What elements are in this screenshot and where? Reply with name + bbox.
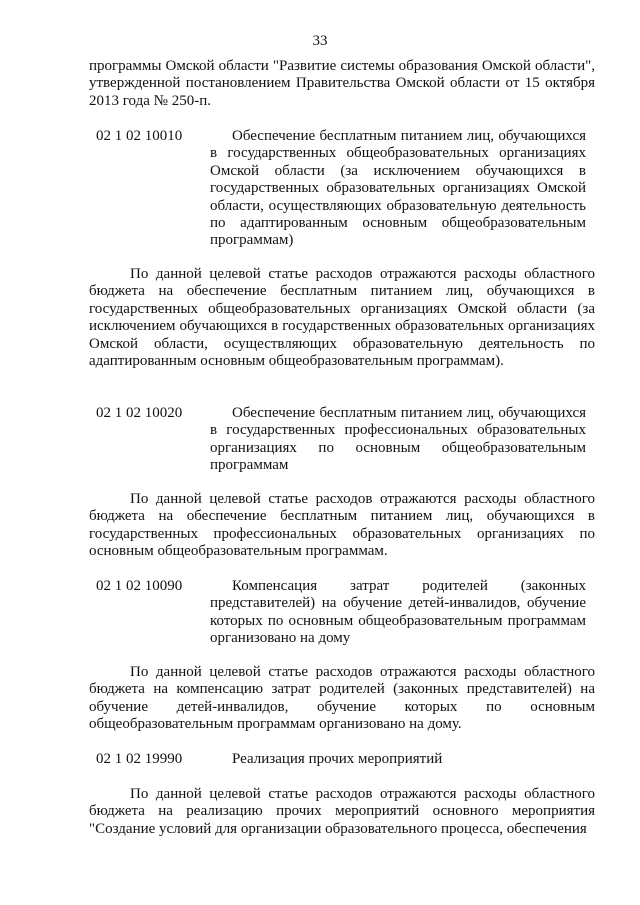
budget-item-title: Обеспечение бесплатным питанием лиц, обучающихся в государственных общеобразовательных организациях Омской области (за исключением обучающихся в государственных образовательных организациях Омской области, осуществляющих образовательную деятельность по адаптированным основным общеобразовательным программам) xyxy=(210,128,586,249)
budget-code: 02 1 02 10020 xyxy=(96,405,183,421)
budget-item-description: По данной целевой статье расходов отражаются расходы областного бюджета на обеспечение бесплатным питанием лиц, обучающихся в государственных общеобразовательных организациях Омской области (за исключением обучающихся в государственных образовательных организациях Омской области, осуществляющих образовательную деятельность по адаптированным основным общеобразовательным программам). xyxy=(89,266,595,370)
budget-item-title: Компенсация затрат родителей (законных представителей) на обучение детей-инвалидов, обучение которых по основным общеобразовательным программам организовано на дому xyxy=(210,578,586,647)
intro-paragraph: программы Омской области "Развитие системы образования Омской области", утвержденной постановлением Правительства Омской области от 15 октября 2013 года № 250-п. xyxy=(89,58,595,109)
budget-item-title: Реализация прочих мероприятий xyxy=(232,751,443,767)
page-number: 33 xyxy=(312,33,328,49)
budget-item-description: По данной целевой статье расходов отражаются расходы областного бюджета на компенсацию затрат родителей (законных представителей) на обучение детей-инвалидов, обучение которых по основным общеобразовательным программам организовано на дому. xyxy=(89,664,595,733)
budget-code: 02 1 02 19990 xyxy=(96,751,183,767)
budget-item-title: Обеспечение бесплатным питанием лиц, обучающихся в государственных профессиональных образовательных организациях по основным общеобразовательным программам xyxy=(210,405,586,474)
budget-item-description: По данной целевой статье расходов отражаются расходы областного бюджета на реализацию прочих мероприятий основного мероприятия "Создание условий для организации образовательного процесса, обеспечения xyxy=(89,786,595,837)
budget-code: 02 1 02 10090 xyxy=(96,578,183,594)
budget-code: 02 1 02 10010 xyxy=(96,128,183,144)
budget-item-description: По данной целевой статье расходов отражаются расходы областного бюджета на обеспечение бесплатным питанием лиц, обучающихся в государственных профессиональных образовательных организациях по основным общеобразовательным программам. xyxy=(89,491,595,560)
